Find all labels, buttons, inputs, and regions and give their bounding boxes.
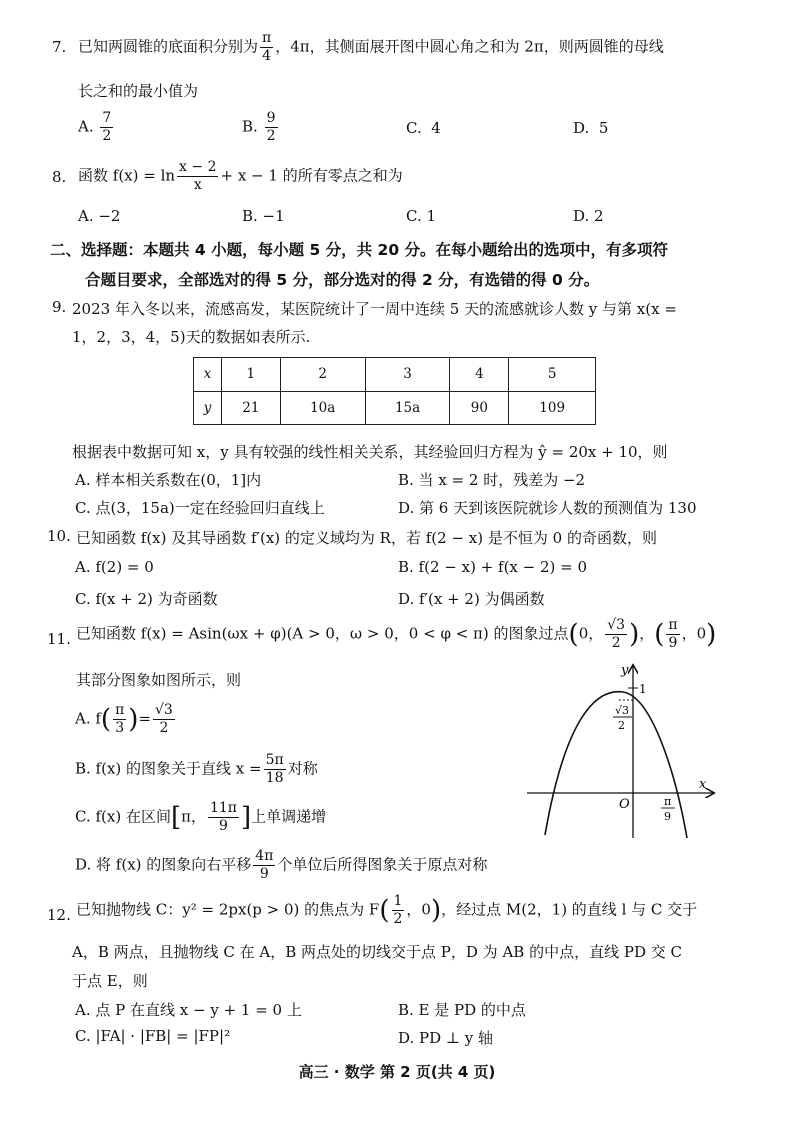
q9-option-a: A. 样本相关系数在(0，1]内 [75,471,262,489]
question-11-line-2: 其部分图象如图所示，则 [76,671,242,689]
q11-option-c: C. f(x) 在区间[π， $\frac{11\pi}{9}$ ]上单调递增 [75,800,327,834]
table-cell: 2 [280,358,365,392]
table-cell: 4 [450,358,509,392]
q10-option-c: C. f(x + 2) 为奇函数 [75,590,218,608]
q11-sine-graph [525,660,725,840]
q7-text-cont: ，4π，其侧面展开图中圆心角之和为 2π，则两圆锥的母线 [275,37,664,56]
q12-option-c: C. |FA| · |FB| = |FP|² [75,1027,231,1045]
q11-option-d: D. 将 f(x) 的图象向右平移 $\frac{4\pi}{9}$ 个单位后所得图象关于原点对称 [75,848,488,882]
page-footer: 高三 · 数学 第 2 页(共 4 页) [298,1063,496,1081]
question-8-number: 8. [52,168,67,186]
table-cell: 21 [221,391,280,425]
question-7-line-2: 长之和的最小值为 [78,82,199,100]
section-2-instructions: 合题目要求，全部选对的得 5 分，部分选对的得 2 分，有选错的得 0 分。 [85,271,600,289]
q7-fraction: $\frac{\pi}{4}$ [262,30,272,64]
y-axis-label: y [621,663,629,678]
q7-option-b: B. $\frac{9}{2}$ [242,110,276,144]
table-cell: 109 [509,391,596,425]
table-row-x [194,358,596,392]
q8-option-b: B. −1 [242,207,285,225]
section-2-heading: 二、选择题：本题共 4 小题，每小题 5 分，共 20 分。在每小题给出的选项中，有多项符 [50,241,669,259]
question-9-line-2: 1，2，3，4，5)天的数据如表所示. [72,328,311,346]
q7-option-d: D. 5 [573,119,609,137]
question-11-line-1: 已知函数 f(x) = Asin(ωx + φ)(A > 0，ω > 0，0 < φ < π) 的图象过点(0， $\frac{√3}{2}$ )，( $\frac{\pi}{9}$ ，0) [76,617,717,651]
q12-option-b: B. E 是 PD 的中点 [398,1001,526,1019]
q12-option-d: D. PD ⊥ y 轴 [398,1029,494,1047]
question-10-number: 10. [47,527,71,545]
q10-option-b: B. f(2 − x) + f(x − 2) = 0 [398,558,588,576]
q8-option-c: C. 1 [406,207,437,225]
q10-option-d: D. f′(x + 2) 为偶函数 [398,590,545,608]
table-cell: 5 [509,358,596,392]
q11-option-a: A. f( $\frac{\pi}{3}$ )= $\frac{√3}{2}$ [75,702,173,736]
q9-option-c: C. 点(3，15a)一定在经验回归直线上 [75,499,325,517]
q8-fraction: $\frac{x - 2}{x}$ [179,159,217,193]
table-cell: 3 [365,358,450,392]
table-row-y [194,391,596,425]
q10-option-a: A. f(2) = 0 [75,558,154,576]
q9-data-table [193,357,596,425]
zero-numerator: π [664,795,672,808]
question-12-line-1: 已知抛物线 C：y² = 2px(p > 0) 的焦点为 F( $\frac{1}{2}$ ，0)，经过点 M(2，1) 的直线 l 与 C 交于 [76,893,698,927]
question-12-number: 12. [47,906,71,924]
q7-text: 已知两圆锥的底面积分别为 [78,37,259,56]
question-7-line-1 [78,30,664,65]
origin-label: O [619,797,630,812]
table-cell: 15a [365,391,450,425]
q7-option-c: C. 4 [406,119,441,137]
peak-numerator: √3 [615,704,630,717]
question-8-text: 函数 f(x) = ln $\frac{x - 2}{x}$ + x − 1 的所有零点之和为 [78,159,403,193]
question-11-number: 11. [47,630,71,648]
x-axis-label: x [699,777,707,792]
question-9-line-3: 根据表中数据可知 x，y 具有较强的线性相关关系，其经验回归方程为 ŷ = 20x + 10，则 [72,443,668,461]
q8-option-d: D. 2 [573,207,604,225]
zero-denominator: 9 [664,810,671,823]
q9-option-d: D. 第 6 天到该医院就诊人数的预测值为 130 [398,499,697,517]
question-7-number: 7. [52,38,67,56]
table-cell: 1 [221,358,280,392]
table-cell: y [194,391,222,425]
table-cell: 90 [450,391,509,425]
question-9-number: 9. [52,298,67,316]
q11-option-b: B. f(x) 的图象关于直线 x = $\frac{5\pi}{18}$ 对称 [75,752,318,786]
question-9-line-1: 2023 年入冬以来，流感高发，某医院统计了一周中连续 5 天的流感就诊人数 y 与第 x(x = [72,300,677,318]
peak-denominator: 2 [618,719,625,732]
table-cell: 10a [280,391,365,425]
q9-option-b: B. 当 x = 2 时，残差为 −2 [398,471,586,489]
q12-option-a: A. 点 P 在直线 x − y + 1 = 0 上 [75,1001,302,1019]
question-10-text: 已知函数 f(x) 及其导函数 f′(x) 的定义域均为 R，若 f(2 − x) 是不恒为 0 的奇函数，则 [76,529,657,547]
q8-option-a: A. −2 [78,207,121,225]
q7-option-a: A. $\frac{7}{2}$ [78,110,112,144]
table-cell: x [194,358,222,392]
one-label: 1 [639,682,647,696]
question-12-line-2: A，B 两点，且抛物线 C 在 A，B 两点处的切线交于点 P，D 为 AB 的中点，直线 PD 交 C [72,943,682,961]
question-12-line-3: 于点 E，则 [72,972,148,990]
